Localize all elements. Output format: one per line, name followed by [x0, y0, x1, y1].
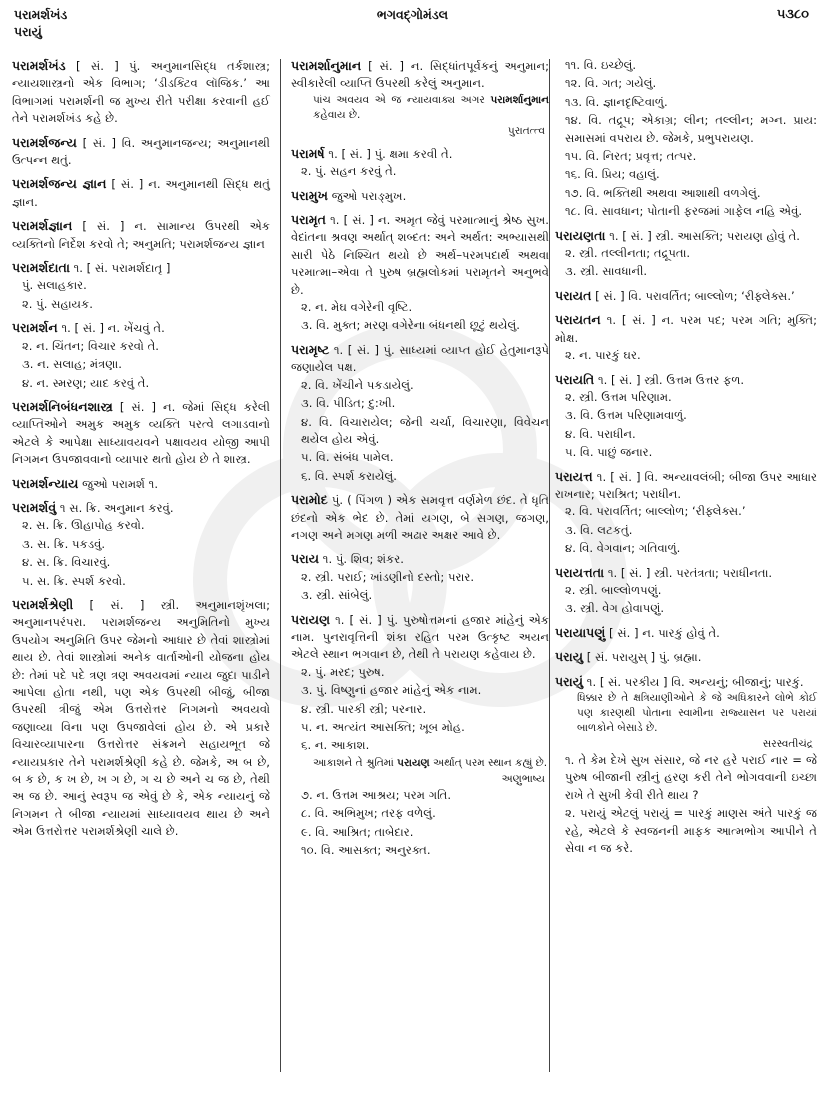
- grammar-info: [ સં. પરાયુસ્ ] પું.: [583, 650, 674, 665]
- sense-item: ૩. વિ. લટકતું.: [565, 522, 633, 537]
- sense-item: ૨. ન. મેઘ વગેરેની વૃષ્ટિ.: [301, 300, 413, 315]
- sense-item: ૮. વિ. અભિમુખ; તરફ વળેલું.: [301, 806, 436, 821]
- headword: પરામર્શન્યાય: [12, 475, 79, 491]
- definition-text: અન્યનું; બીજાનું; પારકું.: [688, 674, 804, 689]
- dictionary-entry: [12, 398, 270, 469]
- column-divider: [549, 59, 550, 1072]
- entry-definition: [555, 371, 817, 389]
- entry-definition: [555, 564, 817, 582]
- entry-definition: [291, 187, 549, 205]
- grammar-info: ૧. [ સં. ] પું.: [329, 342, 400, 357]
- entry-definition: [12, 57, 270, 128]
- definition-text: સિદ્ધાંતપૂર્વકનું અનુમાન; સ્વીકારેલી વ્યાપ્તિ ઉપરથી કરેલું અનુમાન.: [291, 59, 550, 91]
- headword: પરામર્શવું: [12, 499, 57, 515]
- entry-definition: [12, 475, 270, 493]
- headword: પરાયુ: [555, 649, 584, 665]
- grammar-info: ૧. [ સં. ] ન.: [600, 313, 680, 328]
- grammar-info: ૧. [ સં. પરામર્શદાતૃ ]: [69, 261, 171, 276]
- sense-item: ૫. વિ. પાછું જનાર.: [565, 445, 653, 460]
- dictionary-entry: [555, 57, 817, 221]
- headword: પરામર્શન: [12, 320, 58, 336]
- sense-item: ૨. વિ. ખેંચીને પકડાયેલું.: [301, 377, 414, 392]
- dictionary-entry: [555, 371, 817, 462]
- dictionary-entry: [555, 311, 817, 364]
- grammar-info: ૧. [ સં. ] વિ.: [592, 469, 663, 484]
- grammar-info: [ સં. ] ન.: [106, 177, 166, 192]
- headword: પરામર્શખંડ: [12, 58, 66, 73]
- definition-text: જુઓ પરામર્શ ૧.: [82, 476, 159, 491]
- sense-item: ૪. સ્ત્રી. પારકી સ્ત્રી; પરનાર.: [301, 701, 427, 716]
- sense-item: ૨. સ્ત્રી. ઉત્તમ પરિણામ.: [565, 389, 672, 404]
- dictionary-entry: [12, 134, 270, 170]
- grammar-info: [ સં. ] ન.: [112, 399, 183, 414]
- sense-item: ૫. ન. અત્યંત આસક્તિ; ખૂબ મોહ.: [301, 720, 465, 734]
- dictionary-entry: [12, 57, 270, 128]
- grammar-info: ૧. [ સં. ] પું.: [324, 146, 390, 161]
- definition-text: અનુમાનજન્ય; અનુમાનથી ઉત્પન્ન થતું.: [12, 135, 271, 168]
- citation-quote: [291, 756, 549, 771]
- sense-item: ૩. સ્ત્રી. વેગ હોવાપણું.: [565, 601, 665, 616]
- dictionary-entry: [291, 145, 549, 181]
- entry-definition: [291, 491, 549, 544]
- grammar-info: [ સં. ] વિ.: [76, 135, 141, 150]
- sense-item: ૧. તે કેમ દેખે સુખ સંસાર, જે નર હરે પરાઈ નાર = જે પુરુષ બીજાની સ્ત્રીનું હરણ કરી તેને ભોગવવાની ઇચ્છા રાખે તે સુખી કેવી રીતે થાય ?: [565, 753, 817, 802]
- headword: પરામર્ષ: [291, 145, 325, 161]
- dictionary-entry: [291, 211, 549, 335]
- definition-text: પરમ પદ; પરમ ગતિ; મુક્તિ; મોક્ષ.: [555, 313, 817, 345]
- entry-definition: [555, 468, 817, 504]
- guide-word-last: પરાયું: [14, 24, 42, 39]
- sense-item: ૪. ન. સ્મરણ; યાદ કરવું તે.: [22, 375, 150, 390]
- entry-definition: [12, 259, 270, 277]
- dictionary-entry: [12, 319, 270, 392]
- dictionary-entry: [291, 341, 549, 485]
- grammar-info: ૧. [ સં. ] ન.: [326, 213, 395, 228]
- headword: પરાયાપણું: [555, 624, 606, 640]
- dictionary-entry: [291, 550, 549, 604]
- headword: પરામર્શદાતા: [12, 260, 70, 276]
- grammar-info: ૧. [ સં. ] સ્ત્રી.: [605, 228, 678, 243]
- sense-item: ૧૮. વિ. સાવધાન; પોતાની ફરજમાં ગાફેલ નહિ એવું.: [565, 204, 803, 219]
- definition-text: ક્ષમા કરવી તે.: [389, 146, 453, 161]
- sense-item: ૩. વિ. પીડિત; દુ:ખી.: [301, 396, 396, 411]
- grammar-info: ૧. પું.: [319, 552, 351, 567]
- entry-definition: [291, 57, 549, 93]
- sense-item: ૪. સ. ક્રિ. વિચારવું.: [22, 555, 111, 570]
- dictionary-entry: [12, 499, 270, 590]
- sense-item: ૫. વિ. સંબંધ પામેલ.: [301, 450, 394, 465]
- sense-item: ૪. વિ. વેગવાન; ગતિવાળું.: [565, 541, 681, 556]
- grammar-info: [ સં. ] ન.: [72, 219, 157, 234]
- entry-definition: [12, 175, 270, 211]
- headword: પરાયણતા: [555, 227, 606, 243]
- guide-word-first: પરામર્શખંડ: [14, 7, 68, 22]
- entry-definition: [12, 217, 270, 253]
- grammar-info: ૧. [ સં. ] પું.: [330, 612, 404, 627]
- headword: પરાય: [291, 551, 320, 567]
- sense-item: ૧૪. વિ. તદ્રૂપ; એકાગ્ર; લીન; તલ્લીન; મગ્ન. પ્રાય: સમાસમાં વપરાય છે. જેમકે, પ્રભુપરાયણ.: [565, 113, 817, 145]
- headword: પરાયણ: [291, 611, 331, 627]
- sense-item: ૫. સ. ક્રિ. સ્પર્શ કરવો.: [22, 573, 126, 588]
- definition-text: સામાન્ય ઉપરથી એક વ્યક્તિનો નિર્દેશ કરવો તે; અનુમતિ; પરામર્શજન્ય જ્ઞાન: [12, 219, 270, 251]
- entry-definition: [291, 611, 549, 664]
- dictionary-entry: [555, 227, 817, 281]
- dictionary-entry: [555, 468, 817, 558]
- definition-text: પરતંત્રતા; પરાધીનતા.: [676, 565, 773, 580]
- grammar-info: [ સં. ] વિ.: [591, 288, 646, 303]
- entry-definition: [291, 341, 549, 377]
- page-header: [14, 6, 811, 50]
- definition-text: એક સમવૃત્ત વર્ણમેળ છંદ. તે ધૃતિ છંદનો એક ભેદ છે. તેમાં યગણ, બે સગણ, જગણ, નગણ અને મગણ મળી અઢાર અક્ષર આવે છે.: [291, 493, 549, 542]
- grammar-info: [ સં. ] ન.: [605, 625, 659, 640]
- sense-item: ૨. પું. મરદ; પુરુષ.: [301, 664, 385, 679]
- dictionary-entry: [291, 187, 549, 205]
- headword: પરાયત: [555, 287, 592, 303]
- sense-item: ૨. સ્ત્રી. બાલ્લોળપણું.: [565, 582, 662, 597]
- citation-source: સરસ્વતીચંદ્ર: [762, 738, 813, 750]
- headword: પરામૃત: [291, 212, 327, 228]
- definition-text: પારકું હોવું તે.: [658, 625, 720, 640]
- headword: પરાયતન: [555, 312, 601, 328]
- headword: પરામૃષ્ટ: [291, 341, 330, 357]
- headword: પરામર્શજન્ય જ્ઞાન: [12, 176, 107, 192]
- definition-text: બ્રહ્મા.: [673, 650, 702, 665]
- citation-source: અણુભાષ્ય: [501, 772, 545, 785]
- quote-text: આકાશને તે શ્રુતિમાં: [313, 756, 394, 769]
- quote-bold: પરાયણ: [397, 756, 430, 769]
- sense-item: ૩. સ્ત્રી. સાવધાની.: [565, 264, 648, 279]
- citation-quote: [555, 691, 817, 736]
- entry-definition: [12, 499, 270, 517]
- grammar-info: [ સં. ] સ્ત્રી.: [73, 597, 196, 612]
- definition-text: અનુમાનશૃંખલા; અનુમાનપરંપરા. પરામર્શજન્ય અનુમિતિનો મુખ્ય ઉપયોગ અનુમિતિ ઉપર જેમનો આધાર છે તેવાં શાસ્ત્રોમાં થાય છે. તેવાં શાસ્ત્રોમાં અનેક વાર્તાઓની યોજના હોય છે: તેમાં પદે પદે ત્રણ ત્રણ અવયવમાં ન્યાય જુદા પાડીને આપેલા હોતા નથી, પણ એક ઉપરથી બીજું, બીજા ઉપરથી ત્રીજું એમ ઉત્તરોત્તર નિગમનો અવયવો જણાવ્યા વિના પણ ઉપજાવેલાં હોય છે. એ પ્રકારે વિચારવ્યાપારના ઉત્તરોત્તર સંક્રમને સહાયભૂત જે ન્યાયપ્રકાર તેને પરામર્શશ્રેણી કહે છે. જેમકે, અ બ છે, બ ક છે, ક ખ છે, ખ ગ છે, ગ ચ છે અને ચ જ છે, તેથી અ જ છે. આનું સ્વરૂપ જ એવું છે કે, એક ન્યાયનું જે નિગમન તે બીજા ન્યાયમાં સાધ્યાવયવ થાય છે અને એમ ઉત્તરોત્તર પરામર્શશ્રેણી ચાલે છે.: [12, 597, 270, 839]
- sense-item: ૩. પું. વિષ્ણુનાં હજાર માંહેનું એક નામ.: [301, 683, 482, 698]
- dictionary-entry: [555, 564, 817, 618]
- headword: પરામર્શશ્રેણી: [12, 596, 74, 612]
- citation-quote: [291, 93, 549, 123]
- definition-text: જેમાં સિદ્ધ કરેલી વ્યાપ્તિઓને અમુક અમુક વ્યક્તિ પરત્વે લગાડવાનો એટલે કે આપેક્ષા સાધ્યાવયવને પક્ષાવયવ યોજી આપી નિગમન ઉપજાવવાનો વ્યાપાર થતો હોય છે તે શાસ્ત્ર.: [12, 399, 270, 467]
- citation-source: પુરાતત્ત્વ: [507, 124, 545, 137]
- sense-item: ૬. ન. આકાશ.: [301, 738, 370, 753]
- definition-text: અનુમાન કરવું.: [104, 500, 174, 515]
- quote-rest: અર્થાત્ પરમ સ્થાન કહ્યું છે.: [433, 756, 548, 769]
- sense-item: ૨. ન. ચિંતન; વિચાર કરવો તે.: [22, 338, 159, 353]
- sense-item: ૨. સ્ત્રી. પરાઈ; ખાંડણીનો દસ્તો; પરાર.: [301, 569, 475, 584]
- sense-item: ૩. ન. સલાહ; મંત્રણા.: [22, 357, 122, 372]
- sense-item: ૨. પું. સહાયક.: [22, 296, 93, 311]
- sense-item: ૪. વિ. વિચારાયેલ; જેની ચર્ચા, વિચારણા, વિવેચન થયેલ હોય એવું.: [301, 414, 549, 446]
- sense-item: ૯. વિ. આશ્રિત; તાબેદાર.: [301, 824, 414, 839]
- grammar-info: પું. ( પિંગળ ): [327, 493, 397, 508]
- quote-bold: પરામર્શાનુમાન: [490, 93, 549, 106]
- definition-text: અન્યાવલંબી; બીજા ઉપર આધાર રાખનાર; પરાશ્રિત; પરાધીન.: [555, 469, 817, 501]
- dictionary-entry: [12, 217, 270, 253]
- dictionary-entry: [12, 475, 270, 493]
- dictionary-entry: [555, 624, 817, 642]
- book-title: ભગવદ્ગોમંડલ: [376, 7, 449, 22]
- sense-item: ૨. પરાયું એટલું પરાયું = પારકું માણસ અંતે પારકું જ રહે, એટલે કે સ્વજનની માફક આત્મભોગ આપીને તે સેવા ન જ કરે.: [565, 806, 817, 856]
- page-number: ૫૩૮૦: [776, 7, 809, 22]
- headword: પરામર્શનિબંધનશાસ્ત્ર: [12, 398, 113, 414]
- grammar-info: [ સં. ] ન.: [361, 59, 431, 73]
- dictionary-entry: [291, 611, 549, 860]
- entry-definition: [12, 319, 270, 337]
- column-divider: [280, 59, 281, 1072]
- column-1: [12, 57, 270, 847]
- grammar-info: ૧ સ. ક્રિ.: [56, 500, 105, 515]
- headword: પરામર્શજ્ઞાન: [12, 218, 73, 234]
- definition-text: શિવ; શંકર.: [350, 552, 404, 567]
- headword: પરાયું: [555, 673, 584, 689]
- entry-definition: [291, 550, 549, 568]
- sense-item: ૩. વિ. મુક્ત; મરણ વગેરેના બંધનથી છૂટું થયેલું.: [301, 318, 520, 333]
- entry-definition: [555, 648, 817, 666]
- sense-item: ૧૧. વિ. ઇચ્છેલું.: [565, 58, 637, 72]
- dictionary-entry: [12, 175, 270, 211]
- quote-rest: કહેવાય છે.: [313, 108, 361, 121]
- sense-item: ૧૬. વિ. પ્રિય; વહાલું.: [565, 167, 660, 182]
- sense-item: ૧૭. વિ. ભક્તિથી અથવા આશાથી વળગેલું.: [565, 185, 761, 200]
- sense-item: ૨. સ્ત્રી. તલ્લીનતા; તદ્રૂપતા.: [565, 246, 691, 261]
- headword: પરાયત્તતા: [555, 564, 605, 580]
- dictionary-entry: [291, 57, 549, 139]
- sense-item: ૨. પું. સહન કરવું તે.: [301, 164, 397, 179]
- column-2: [291, 57, 549, 865]
- headword: પરાયતિ: [555, 371, 595, 387]
- definition-text: અમૃત જેવું પરમાત્માનું શ્રેષ્ઠ સુખ. વેદાંતના શ્રવણ અર્થાત્ શબ્દત: અને અર્થત: અભ્યાસથી સારી પેઠે નિશ્ચિત થયો છે અર્થ–પરમપદાર્થ અથવા પરમાત્મા–એવા તે પુરુષ બ્રહ્મલોકમાં પરામૃતને અનુભવે છે.: [291, 213, 549, 297]
- headword: પરામર્શજન્ય: [12, 134, 77, 150]
- sense-item: પું. સલાહકાર.: [22, 278, 87, 293]
- definition-text: ઉત્તમ ઉત્તર ફળ.: [666, 372, 745, 387]
- sense-item: ૧૫. વિ. નિરત; પ્રવૃત્ત; તત્પર.: [565, 149, 697, 164]
- sense-item: ૨. સ. ક્રિ. ઊહાપોહ કરવો.: [22, 518, 145, 533]
- grammar-info: ૧. [ સં. ] સ્ત્રી.: [604, 565, 677, 580]
- column-3: [555, 57, 817, 863]
- entry-definition: [555, 227, 817, 245]
- sense-item: ૩. વિ. ઉત્તમ પરિણામવાળું.: [565, 408, 687, 423]
- dictionary-entry: [555, 287, 817, 305]
- definition-text: સાધ્યમાં વ્યાપ્ત હોઈ હેતુમાનરૂપે જણાયેલ પક્ષ.: [291, 342, 550, 375]
- quote-text: પાંચ અવયવ એ જ ન્યાયવાક્ય અગર: [313, 93, 485, 106]
- grammar-info: ૧. [ સં. ] ન.: [57, 321, 124, 336]
- definition-text: આસક્તિ; પરાયણ હોવું તે.: [677, 228, 800, 243]
- headword: પરાયત્ત: [555, 468, 593, 484]
- entry-definition: [555, 311, 817, 347]
- definition-text: અનુમાનથી સિદ્ધ થતું જ્ઞાન.: [12, 177, 270, 209]
- definition-text: પુરુષોત્તમનાં હજાર માંહેનું એક નામ. પુનરાવૃત્તિની શંકા રહિત પરમ ઉત્કૃષ્ટ અયન એટલે સ્થાન ભગવાન છે, તેથી તે પરાયણ કહેવાય છે.: [291, 612, 549, 662]
- sense-item: ૧૩. વિ. જ્ઞાનદૃષ્ટિવાળું.: [565, 94, 668, 109]
- entry-definition: [555, 673, 817, 691]
- definition-text: જુઓ પરાઙ્મુખ.: [331, 188, 407, 203]
- sense-item: ૩. સ. ક્રિ. પકડવું.: [22, 536, 106, 551]
- sense-item: ૧૦. વિ. આસક્ત; અનુરક્ત.: [301, 843, 431, 858]
- dictionary-entry: [12, 259, 270, 313]
- entry-definition: [291, 211, 549, 299]
- sense-item: ૬. વિ. સ્પર્શ કરાયેલું.: [301, 468, 397, 483]
- sense-item: ૨. ન. પારકું ઘર.: [565, 348, 641, 363]
- definition-text: પરાવર્તિત; બાલ્લોળ; ‘રીફ્લેક્સ.’: [645, 288, 795, 303]
- definition-text: અનુમાનસિદ્ધ તર્કશાસ્ત્ર; ન્યાયશાસ્ત્રનો એક વિભાગ; ‘ડીડક્ટિવ લૉજિક.’ આ વિભાગમાં પરામર્શની જ મુખ્ય રીતે પરીક્ષા કરવાની હઈ તેને પરામર્શખંડ કહે છે.: [12, 59, 270, 126]
- entry-definition: [12, 596, 270, 841]
- entry-definition: [555, 624, 817, 642]
- dictionary-entry: [12, 596, 270, 841]
- dictionary-columns: [12, 57, 815, 1077]
- grammar-info: ૧. [ સં. ] સ્ત્રી.: [594, 372, 667, 387]
- grammar-info: [ સં. ] પું.: [65, 59, 151, 73]
- entry-definition: [12, 398, 270, 469]
- dictionary-entry: [555, 673, 817, 858]
- headword: પરામુખ: [291, 187, 329, 203]
- sense-item: ૩. સ્ત્રી. સાંબેલું.: [301, 588, 373, 603]
- entry-definition: [12, 134, 270, 170]
- entry-definition: [291, 145, 549, 163]
- headword: પરામોદ: [291, 492, 328, 508]
- headword: પરામર્શાનુમાન: [291, 58, 362, 73]
- dictionary-entry: [555, 648, 817, 666]
- sense-item: ૧૨. વિ. ગત; ગયેલું.: [565, 76, 657, 91]
- dictionary-entry: [291, 491, 549, 544]
- sense-item: ૪. વિ. પરાધીન.: [565, 426, 636, 441]
- definition-text: ખેંચવું તે.: [123, 321, 165, 336]
- quote-text: ધિક્કાર છે તે ક્ષત્રિયાણીઓને કે જે અધિકારને લોભે કોઈ પણ કારણથી પોતાના સ્વામીના રાજ્યાસન પર પરાયાં બાળકોને બેસાડે છે.: [577, 692, 817, 734]
- sense-item: ૭. ન. ઉત્તમ આશ્રય; પરમ ગતિ.: [301, 787, 452, 802]
- grammar-info: ૧. [ સં. પરકીય ] વિ.: [583, 674, 689, 689]
- sense-item: ૨. વિ. પરાવર્તિત; બાલ્લોળ; ‘રીફ્લેક્સ.’: [565, 504, 746, 519]
- entry-definition: [555, 287, 817, 305]
